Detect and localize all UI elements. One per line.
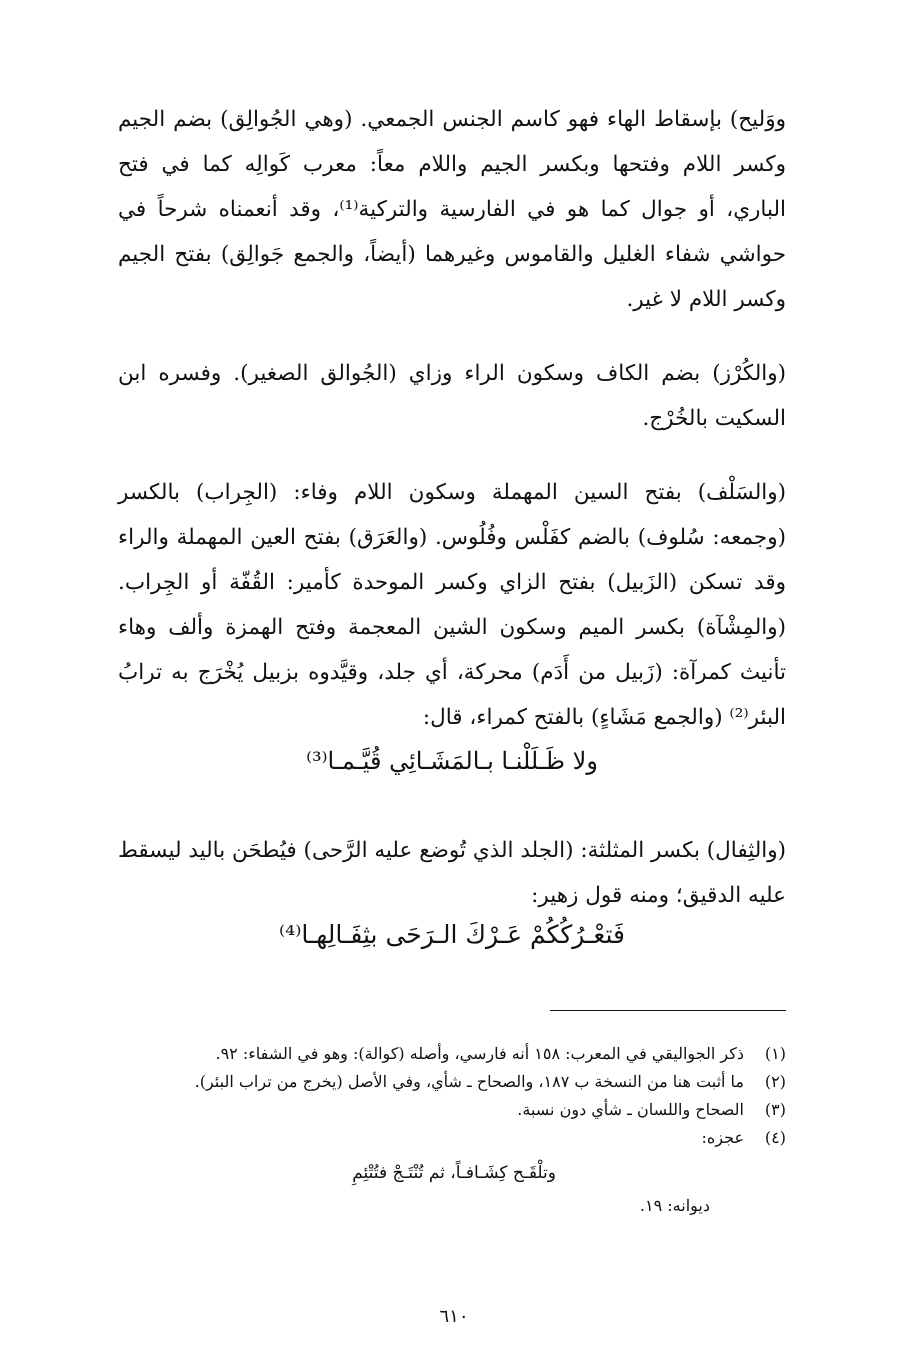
footnote-3 xyxy=(118,1096,786,1124)
paragraph-salf xyxy=(118,470,786,740)
paragraph-text: (والسَلْف) بفتح السين المهملة وسكون اللام وفاء: (الجِراب) بالكسر (وجمعه: سُلوف) بالضم كفَلْس وفُلُوس. (والعَرَق) بفتح العين المهملة والراء وقد تسكن (الزَبيل) بفتح الزاي وكسر الموحدة كأمير: القُفّة أو الجِراب. (والمِشْآة) بكسر الميم وسكون الشين المعجمة وفتح الهمزة وألف وهاء تأنيث كمرآة: (زَبيل من أَدَم) محركة، أي جلد، وقيَّدوه بزبيل يُخْرَج به ترابُ البئر⁽²⁾ (والجمع مَشَاءٍ) بالفتح كمراء، قال: xyxy=(118,480,786,730)
paragraph-text: ووَليح) بإسقاط الهاء فهو كاسم الجنس الجمعي. (وهي الجُوالِق) بضم الجيم وكسر اللام وفتحها وبكسر الجيم واللام معاً: معرب كَوالِه كما في فتح الباري، أو جوال كما هو في الفارسية والتركية⁽¹⁾، وقد أنعمناه شرحاً في حواشي شفاء الغليل والقاموس وغيرهما (أيضاً، والجمع جَوالِق) بفتح الجيم وكسر اللام لا غير. xyxy=(118,107,786,312)
footnote-number: (١) xyxy=(764,1044,786,1063)
footnote-4 xyxy=(118,1124,786,1152)
footnote-number: (٣) xyxy=(764,1100,786,1119)
footnote-number: (٢) xyxy=(764,1072,786,1091)
footnote-source: ديوانه: ١٩. xyxy=(639,1196,710,1215)
verse-mashai: ولا ظَـلَلْنـا بـالمَشَـائِي قُيَّـمـا⁽³⁾ xyxy=(306,747,598,775)
footnotes xyxy=(118,1040,786,1220)
paragraph-text: (والثِفال) بكسر المثلثة: (الجلد الذي تُوضع عليه الرَّحى) فيُطحَن باليد ليسقط عليه الدقيق؛ ومنه قول زهير: xyxy=(118,838,786,908)
footnote-text: ما أثبت هنا من النسخة ب ١٨٧، والصحاح ـ شأي، وفي الأصل (يخرج من تراب البئر). xyxy=(194,1072,744,1091)
footnote-1 xyxy=(118,1040,786,1068)
verse-zuhair: فَتعْـرُكُكُمْ عَـرْكَ الـرَحَى بثِفَـالِهـا⁽⁴⁾ xyxy=(279,920,625,949)
footnote-text: عجزه: xyxy=(701,1128,744,1147)
footnote-2 xyxy=(118,1068,786,1096)
paragraph-kurz xyxy=(118,351,786,441)
paragraph-jawaliq xyxy=(118,97,786,322)
footnote-text: الصحاح واللسان ـ شأي دون نسبة. xyxy=(517,1100,744,1119)
page-number: ٦١٠ xyxy=(439,1306,469,1327)
paragraph-text: (والكُرْز) بضم الكاف وسكون الراء وزاي (الجُوالق الصغير). وفسره ابن السكيت بالخُرْج. xyxy=(118,361,786,431)
footnote-divider xyxy=(550,1010,786,1011)
paragraph-thifal xyxy=(118,828,786,918)
footnote-text: ذكر الجواليقي في المعرب: ١٥٨ أنه فارسي، وأصله (كوالة): وهو في الشفاء: ٩٢. xyxy=(215,1044,744,1063)
footnote-verse: وتلْقَـح كِشَـافـاً، ثم تُنْتَـجْ فتُتْئِمِ xyxy=(352,1163,556,1183)
footnote-number: (٤) xyxy=(764,1128,786,1147)
